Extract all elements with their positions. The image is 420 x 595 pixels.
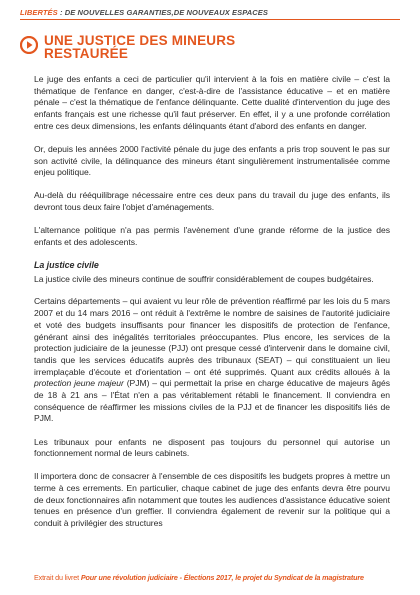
- footer-prefix: Extrait du livret: [34, 573, 81, 582]
- paragraph-2: Or, depuis les années 2000 l'activité pénale du juge des enfants a pris trop souvent le pas sur son activité civile, la délinquance des mineurs étant singulièrement instrumentalisée comme enjeu politique.: [34, 143, 390, 178]
- header-separator: :: [57, 8, 65, 17]
- paragraph-1: Le juge des enfants a ceci de particulier qu'il intervient à la fois en matière civile – c'est la thématique de l'enfance en danger, c'est-à-dire de l'assistance éducative – et en matière pénale – c'est la thématique de l'enfance délinquante. Cette dualité d'intervention du juge des enfants français est une richesse qu'il faut préserver. En effet, il y a une profonde corrélation entre ces deux dimensions, les enfants délinquants étant d'abord des enfants en danger.: [34, 74, 390, 131]
- paragraph-4: L'alternance politique n'a pas permis l'avènement d'une grande réforme de la justice des enfants et des adolescents.: [34, 225, 390, 247]
- subheading-civil-justice: La justice civile: [34, 260, 99, 270]
- paragraph-6-part-a: Certains départements – qui avaient vu leur rôle de prévention réaffirmé par les lois du 5 mars 2007 et du 14 mars 2016 – ont réduit à l'extrême le nombre de saisines de l'autorité judiciaire et voté des budgets insuffisants pour financer les dispositifs de protection de l'enfance, générant ainsi des inégalités territoriales préoccupantes. Plus encore, les services de la protection judiciaire de la jeunesse (PJJ) ont presque cessé d'intervenir dans le domaine civil, tandis que les services éducatifs auprès des tribunaux (SEAT) – qui constituaient un lieu irremplaçable d'écoute et d'orientation – ont été supprimés. Quant aux crédits alloués à la: [34, 296, 390, 377]
- paragraph-6-part-b: (PJM) – qui permettait la prise en charge éducative de majeurs âgés de 18 à 21 ans – l'État n'en a pas véritablement rétabli le financement. Il conviendra en conséquence de réaffirmer les missions civiles de la PJJ et de financer les dispositifs liés de PJM.: [34, 378, 390, 424]
- paragraph-8: Il importera donc de consacrer à l'ensemble de ces dispositifs les budgets propres à mettre un terme à ces errements. En particulier, chaque cabinet de juge des enfants devra être pourvu de deux fonctionnaires afin notamment que toutes les audiences d'assistance éducative soient tenues en présence d'un greffier. Il conviendra également de revenir sur la politique qui a conduit à privilégier des structures: [34, 471, 390, 529]
- paragraph-3: Au-delà du rééquilibrage nécessaire entre ces deux pans du travail du juge des enfants, ils devront tous deux faire l'objet d'aménagements.: [34, 190, 390, 213]
- section-header: [20, 8, 400, 20]
- article-title: [44, 35, 235, 60]
- paragraph-5: La justice civile des mineurs continue de souffrir considérablement de coupes budgétaires.: [34, 273, 374, 284]
- paragraph-6-emphasis: protection jeune majeur: [34, 378, 124, 389]
- source-footer: [34, 573, 390, 582]
- footer-source: Pour une révolution judiciaire - Élections 2017, le projet du Syndicat de la magistrature: [80, 573, 364, 582]
- header-subtitle: DE NOUVELLES GARANTIES,DE NOUVEAUX ESPACES: [64, 8, 268, 17]
- paragraph-6: [34, 296, 390, 425]
- paragraph-7: Les tribunaux pour enfants ne disposent pas toujours du personnel qui autorise un fonctionnement normal de leurs cabinets.: [34, 436, 390, 459]
- header-section: LIBERTÉS: [20, 8, 58, 17]
- article-title-block: [20, 34, 400, 66]
- title-line-1: UNE JUSTICE DES MINEURS: [44, 33, 236, 48]
- title-line-2: RESTAURÉE: [44, 45, 129, 61]
- article-body: [34, 74, 390, 541]
- play-arrow-icon: [20, 36, 38, 54]
